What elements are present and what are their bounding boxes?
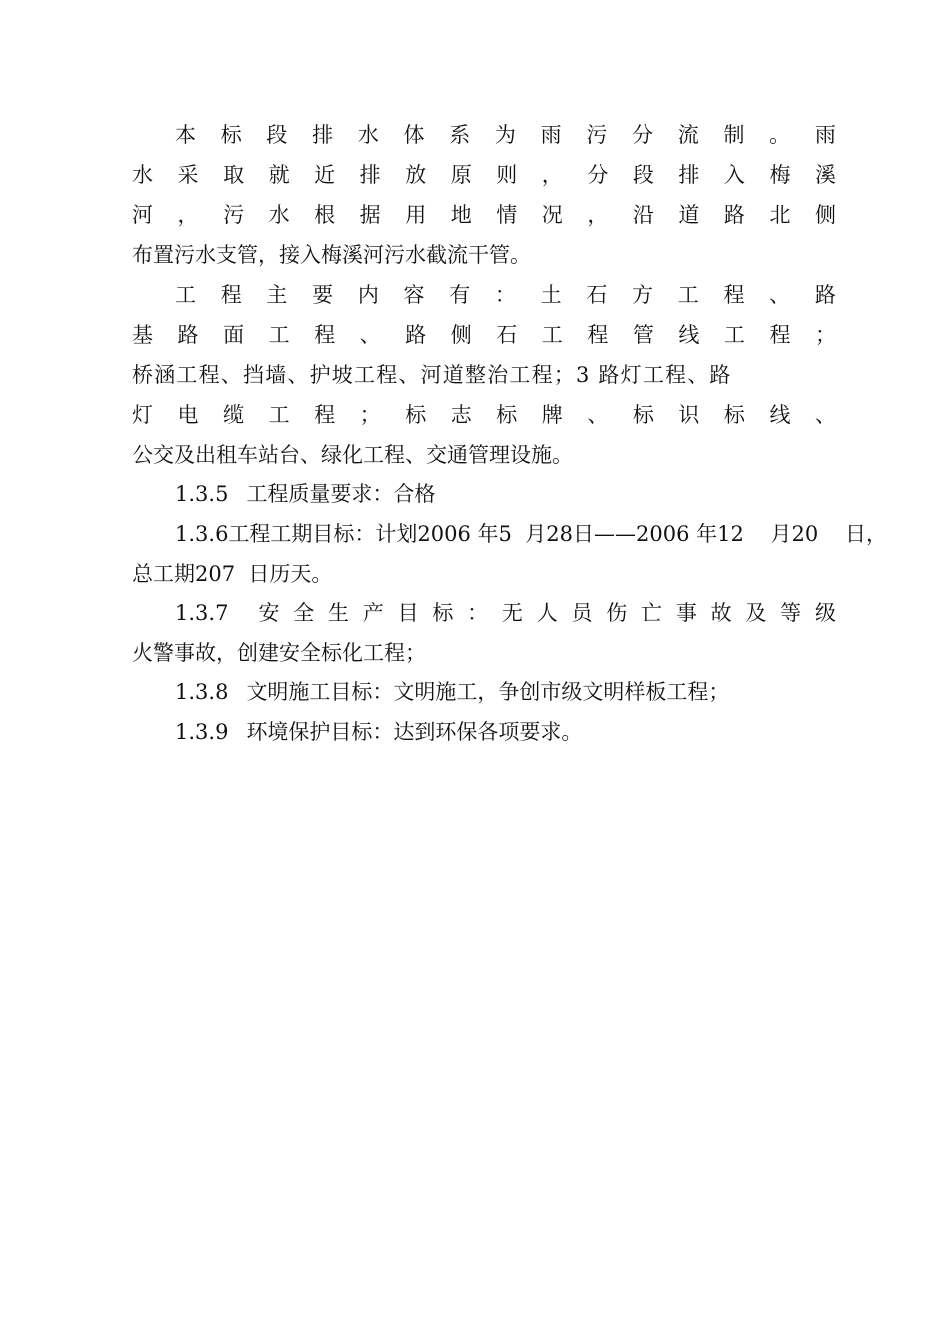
text-char: 排 [312,123,334,147]
text-char: 系 [449,123,471,147]
text-char: 标 [220,123,242,147]
text-char: 排 [678,163,700,187]
section-number: 1.3.8 [175,680,229,704]
text-char: 亡 [641,601,663,625]
text-char: 程 [723,283,745,307]
paragraph-1-line-3 [132,195,836,235]
paragraph-2-line-2 [132,315,836,355]
text-char: 地 [450,203,472,227]
paragraph-2-line-1 [175,275,836,315]
text-char: 段 [266,123,288,147]
text-char: 溪 [814,163,836,187]
text-char: 侧 [814,203,836,227]
text-char: 、 [769,283,791,307]
text-char: ： [467,601,489,625]
text-char: 方 [632,283,654,307]
text-char: 生 [328,601,349,625]
text-char: 员 [571,601,593,625]
text-char: 污 [586,123,608,147]
text-char: 则 [496,163,518,187]
text-char: 故 [710,601,732,625]
text-char: 段 [632,163,654,187]
paragraph-2-line-3: 桥涵工程、挡墙、护坡工程、河道整治工程；3 路灯工程、路 [132,363,732,387]
text-char: 工 [723,323,745,347]
text-char: 牌 [541,403,563,427]
section-text: 工程工期目标：计划2006 年5 月28日——2006 年12 月20 日， [228,522,887,546]
section-1-3-8 [175,672,836,712]
text-char: 就 [268,163,290,187]
text-char: 水 [357,123,379,147]
text-char: 侧 [450,323,472,347]
text-char: 用 [405,203,427,227]
text-char: 取 [223,163,245,187]
text-char: ， [177,203,199,227]
text-char: ； [814,323,836,347]
text-char: 要 [312,283,334,307]
text-char: ， [541,163,563,187]
text-char: 据 [359,203,381,227]
text-char: 制 [723,123,745,147]
paragraph-2-line-4 [132,395,836,435]
section-1-3-7-line-2: 火警事故，创建安全标化工程； [132,641,426,665]
text-char: 根 [314,203,336,227]
section-1-3-6-line-2: 总工期207 日历天。 [132,562,333,586]
text-char: 伤 [606,601,628,625]
text-char: 路 [177,323,199,347]
text-char: 、 [587,403,609,427]
text-char: 路 [723,203,745,227]
text-char: ， [587,203,609,227]
text-char: 、 [359,323,381,347]
text-char: 工 [175,283,196,307]
text-char: ： [494,283,516,307]
paragraph-1-line-1 [175,115,836,155]
text-char: 入 [723,163,745,187]
section-number: 1.3.6 [175,522,229,546]
text-char: 沿 [632,203,654,227]
text-char: 及 [745,601,767,625]
text-char: 雨 [814,123,836,147]
text-char: 分 [587,163,609,187]
text-char: 工 [541,323,563,347]
section-1-3-6 [175,514,887,554]
section-text [258,593,836,633]
text-char: 程 [769,323,791,347]
text-char: 近 [314,163,336,187]
text-char: 内 [357,283,379,307]
text-char: 程 [314,403,336,427]
text-char: 电 [177,403,199,427]
text-char: 土 [540,283,562,307]
section-number: 1.3.7 [175,601,229,625]
text-char: 目 [397,601,419,625]
text-char: 石 [586,283,608,307]
section-1-3-5 [175,474,836,514]
paragraph-2-line-5: 公交及出租车站台、绿化工程、交通管理设施。 [132,443,573,467]
section-1-3-7 [175,593,836,633]
section-text: 文明施工目标：文明施工，争创市级文明样板工程； [246,680,730,704]
text-char: 梅 [769,163,791,187]
text-char: 线 [769,403,791,427]
text-char: 事 [675,601,697,625]
text-char: 水 [132,163,153,187]
text-char: 道 [678,203,700,227]
text-char: 等 [780,601,802,625]
text-char: 、 [814,403,836,427]
text-char: 管 [632,323,654,347]
text-char: 基 [132,323,153,347]
section-number: 1.3.5 [175,482,229,506]
text-char: 缆 [223,403,245,427]
text-char: 分 [632,123,654,147]
text-char: 路 [814,283,836,307]
text-char: 面 [223,323,245,347]
text-char: 石 [496,323,518,347]
text-char: 工 [268,323,290,347]
text-char: 程 [220,283,242,307]
text-char: 况 [541,203,563,227]
text-char: 排 [359,163,381,187]
text-char: 工 [268,403,290,427]
text-char: 为 [494,123,516,147]
text-char: 本 [175,123,196,147]
text-char: 北 [769,203,791,227]
text-char: 容 [403,283,425,307]
text-char: 放 [405,163,427,187]
section-text: 环境保护目标：达到环保各项要求。 [246,720,583,744]
paragraph-1-line-4: 布置污水支管，接入梅溪河污水截流干管。 [132,243,531,267]
text-char: 志 [450,403,472,427]
text-char: 标 [632,403,654,427]
text-char: 产 [362,601,384,625]
text-char: 采 [177,163,199,187]
text-char: 程 [314,323,336,347]
text-char: 。 [769,123,791,147]
text-char: 识 [678,403,700,427]
text-char: 路 [405,323,427,347]
text-char: 水 [268,203,290,227]
text-char: 主 [266,283,288,307]
text-char: 标 [496,403,518,427]
paragraph-1-line-2 [132,155,836,195]
section-1-3-9 [175,712,836,752]
text-char: 无 [501,601,523,625]
text-char: 体 [403,123,425,147]
text-char: 原 [450,163,472,187]
text-char: 有 [449,283,471,307]
text-char: 河 [132,203,153,227]
text-char: 流 [677,123,699,147]
section-number: 1.3.9 [175,720,229,744]
text-char: 线 [678,323,700,347]
text-char: 情 [496,203,518,227]
text-char: 级 [814,601,836,625]
text-char: 污 [223,203,245,227]
text-char: 全 [293,601,315,625]
text-char: 标 [723,403,745,427]
text-char: 安 [258,601,280,625]
text-char: 灯 [132,403,153,427]
text-char: 雨 [540,123,562,147]
text-char: 标 [405,403,427,427]
text-char: ； [359,403,381,427]
section-text: 工程质量要求：合格 [246,482,436,506]
text-char: 工 [677,283,699,307]
text-char: 标 [432,601,454,625]
text-char: 人 [536,601,558,625]
text-char: 程 [587,323,609,347]
